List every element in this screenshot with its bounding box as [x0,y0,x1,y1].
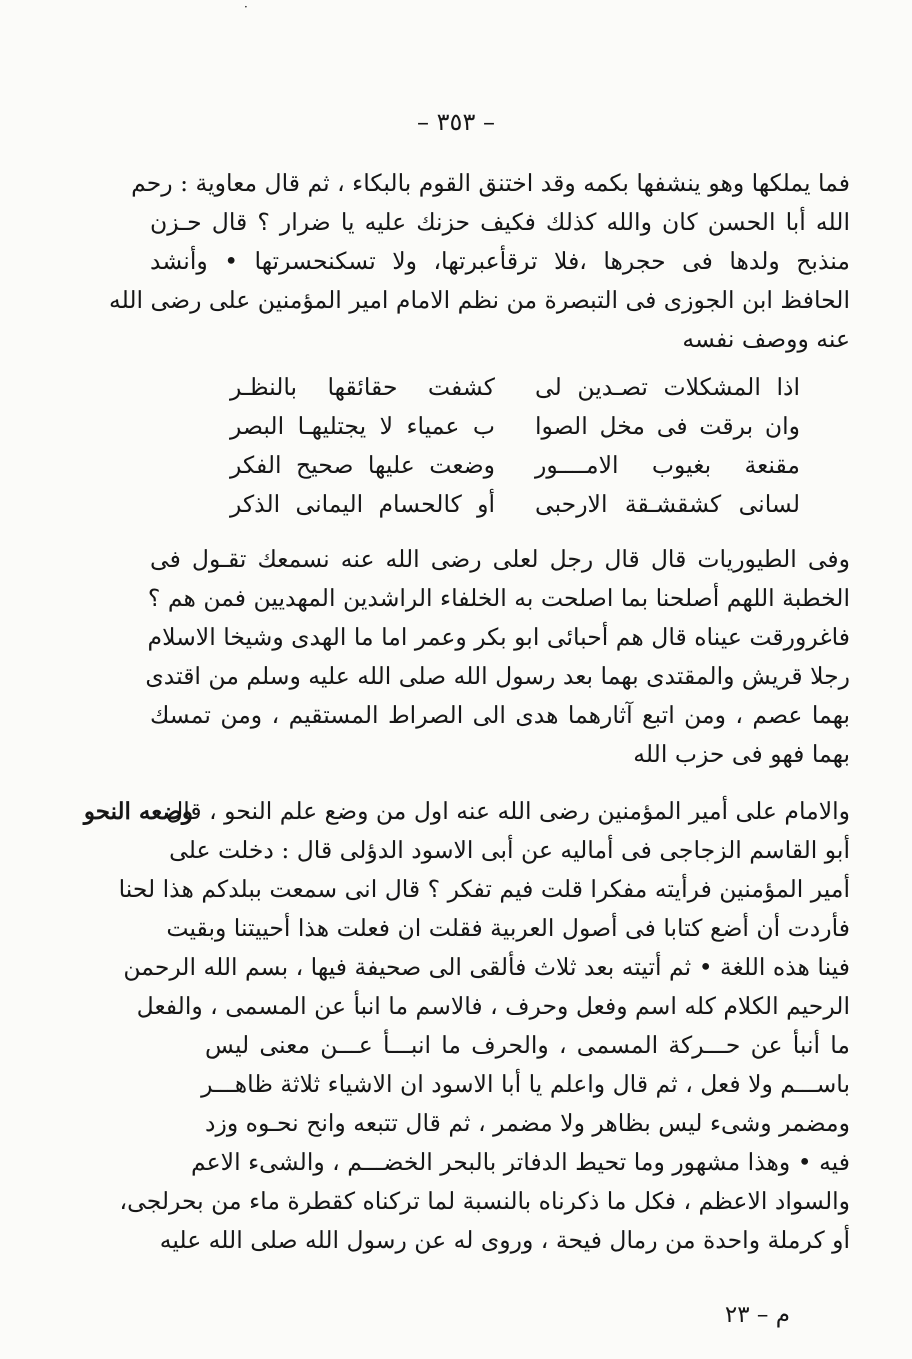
text-line: الله أبا الحسن كان والله كذلك فكيف حزنك عليه يا ضرار ؟ قال حـزن [150,208,850,236]
poem-first-hemistich: لسانى كشقشـقة الارحبى [535,490,800,518]
paragraph-1 [108,164,850,359]
text-line: أمير المؤمنين فرأيته مفكرا قلت فيم تفكر ؟ قال انى سمعت ببلدكم هذا لحنا [118,875,850,903]
poem-second-hemistich: وضعت عليها صحيح الفكر [230,451,495,479]
text-line: رجلا قريش والمقتدى بهما بعد رسول الله صلى الله عليه وسلم من اقتدى [145,662,850,690]
poem-second-hemistich: أو كالحسام اليمانى الذكر [230,490,495,518]
text-line: عنه ووصف نفسه [682,325,850,353]
text-line: أو كرملة واحدة من رمال فيحة ، وروى له عن رسول الله صلى الله عليه [159,1226,850,1254]
text-line: وفى الطيوريات قال قال رجل لعلى رضى الله عنه نسمعك تقـول فى [150,545,850,573]
text-line: الرحيم الكلام كله اسم وفعل وحرف ، فالاسم ما انبأ عن المسمى ، والفعل [136,992,850,1020]
margin-heading: وضعه النحو [83,798,193,825]
text-line: أبو القاسم الزجاجى فى أماليه عن أبى الاسود الدؤلى قال : دخلت على [169,836,850,864]
text-line: والامام على أمير المؤمنين رضى الله عنه اول من وضع علم النحو ، قال [166,797,850,825]
poem-second-hemistich: كشفت حقائقها بالنظـر [230,373,495,401]
text-line: الحافظ ابن الجوزى فى التبصرة من نظم الامام امير المؤمنين على رضى الله [108,286,850,314]
poem-verse [230,368,800,407]
text-line: فاغرورقت عيناه قال هم أحبائى ابو بكر وعمر اما ما الهدى وشيخا الاسلام [147,623,850,651]
poem-verse [230,485,800,524]
poem-verse [230,446,800,485]
text-line: ما أنبأ عن حـــركة المسمى ، والحرف ما انبـــأ عـــن معنى ليس [205,1031,850,1059]
text-line: ومضمر وشىء ليس بظاهر ولا مضمر ، ثم قال تتبعه وانح نحـوه وزد [205,1109,850,1137]
text-line: منذبح ولدها فى حجرها ،فلا ترقأعبرتها، ولا تسكنحسرتها • وأنشد [150,247,850,275]
poem [230,368,800,524]
poem-first-hemistich: وان برقت فى مخل الصوا [535,412,800,440]
poem-first-hemistich: اذا المشكلات تصـدين لى [535,373,800,401]
text-line: بهما عصم ، ومن اتبع آثارهما هدى الى الصراط المستقيم ، ومن تمسك [150,701,850,729]
text-line: فما يملكها وهو ينشفها بكمه وقد اختنق القوم بالبكاء ، ثم قال معاوية : رحم [131,169,850,197]
text-line: باســـم ولا فعل ، ثم قال واعلم يا أبا الاسود ان الاشياء ثلاثة ظاهـــر [201,1070,850,1098]
text-line: بهما فهو فى حزب الله [633,740,850,768]
text-line: فأردت أن أضع كتابا فى أصول العربية فقلت ان فعلت هذا أحييتنا وبقيت [166,914,850,942]
text-line: فينا هذه اللغة • ثم أتيته بعد ثلاث فألقى الى صحيفة فيها ، بسم الله الرحمن [123,953,850,981]
paragraph-2 [145,540,850,774]
text-line: الخطبة اللهم أصلحنا بما اصلحت به الخلفاء الراشدين المهديين فمن هم ؟ [147,584,850,612]
text-line: والسواد الاعظم ، فكل ما ذكرناه بالنسبة لما تركناه كقطرة ماء من بحرلجى، [119,1187,850,1215]
page-number: – ٣٥٣ – [417,108,495,136]
poem-verse [230,407,800,446]
text-line: فيه • وهذا مشهور وما تحيط الدفاتر بالبحر الخضـــم ، والشىء الاعم [191,1148,850,1176]
scan-mark: · [244,0,248,14]
poem-second-hemistich: ب عمياء لا يجتليهـا البصر [230,412,495,440]
signature-mark: م – ٢٣ [724,1302,790,1328]
poem-first-hemistich: مقنعة بغيوب الامــــور [535,451,800,479]
